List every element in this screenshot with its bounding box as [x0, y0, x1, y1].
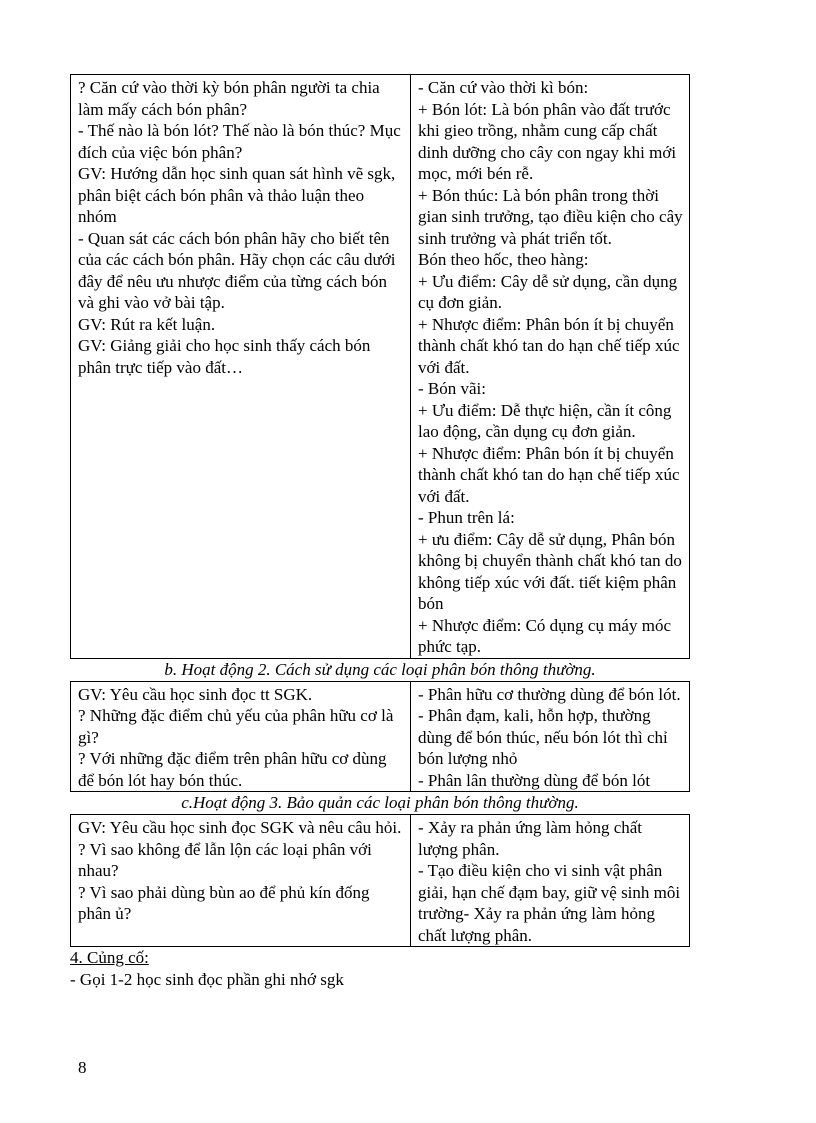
- consolidation-heading: 4. Củng cố:: [70, 948, 149, 967]
- paragraph: + Nhược điểm: Phân bón ít bị chuyển thành chất khó tan do hạn chế tiếp xúc với đất.: [418, 314, 680, 377]
- paragraph: GV: Giảng giải cho học sinh thấy cách bón phân trực tiếp vào đất…: [78, 336, 371, 377]
- table-section-b: [70, 681, 690, 793]
- paragraph: + Ưu điểm: Cây dễ sử dụng, cần dụng cụ đơn giản.: [418, 271, 678, 312]
- table-row: [71, 815, 690, 947]
- teacher-activities-cell: [71, 815, 411, 947]
- table-row: [71, 681, 690, 792]
- paragraph: Bón theo hốc, theo hàng:: [418, 250, 589, 269]
- table-section-c: [70, 814, 690, 947]
- paragraph: ? Với những đặc điểm trên phân hữu cơ dùng để bón lót hay bón thúc.: [78, 749, 387, 790]
- paragraph: ? Những đặc điểm chủ yếu của phân hữu cơ là gì?: [78, 706, 394, 747]
- paragraph: - Phân lân thường dùng để bón lót: [418, 770, 651, 790]
- teacher-activities-cell: [71, 75, 411, 659]
- content-cell: [411, 681, 690, 792]
- paragraph: GV: Yêu cầu học sinh đọc SGK và nêu câu hỏi.: [78, 818, 402, 837]
- paragraph: + ưu điểm: Cây dễ sử dụng, Phân bón không bị chuyển thành chất khó tan do không tiếp xúc với đất. tiết kiệm phân bón: [418, 529, 682, 613]
- table-row: [71, 75, 690, 659]
- paragraph: - Thế nào là bón lót? Thế nào là bón thúc? Mục đích của việc bón phân?: [78, 121, 401, 162]
- paragraph: - Tạo điều kiện cho vi sinh vật phân giải, hạn chế đạm bay, giữ vệ sinh môi trường- Xảy ra phản ứng làm hỏng chất lượng phân.: [418, 861, 681, 945]
- activity-2-caption: b. Hoạt động 2. Cách sử dụng các loại phân bón thông thường.: [164, 659, 596, 679]
- paragraph: - Phân đạm, kali, hỗn hợp, thường dùng để bón thúc, nếu bón lót thì chỉ bón lượng nhỏ: [418, 706, 668, 768]
- teacher-activities-cell: [71, 681, 411, 792]
- paragraph: + Bón thúc: Là bón phân trong thời gian sinh trưởng, tạo điều kiện cho cây sinh trưởng và phát triển tốt.: [418, 185, 683, 248]
- paragraph: + Bón lót: Là bón phân vào đất trước khi gieo trồng, nhằm cung cấp chất dinh dưỡng cho cây con ngay khi mới mọc, mới bén rễ.: [418, 99, 677, 183]
- document-page: [70, 74, 690, 990]
- paragraph: ? Căn cứ vào thời kỳ bón phân người ta chia làm mấy cách bón phân?: [78, 78, 380, 119]
- paragraph: + Ưu điểm: Dễ thực hiện, cần ít công lao động, cần dụng cụ đơn giản.: [418, 400, 672, 441]
- paragraph: GV: Rút ra kết luận.: [78, 314, 216, 334]
- paragraph: GV: Yêu cầu học sinh đọc tt SGK.: [78, 684, 313, 704]
- consolidation-line: - Gọi 1-2 học sinh đọc phần ghi nhớ sgk: [70, 969, 344, 989]
- activity-3-caption: c.Hoạt động 3. Bảo quản các loại phân bón thông thường.: [181, 793, 579, 812]
- paragraph: + Nhược điểm: Có dụng cụ máy móc phức tạp.: [418, 615, 671, 656]
- content-cell: [411, 815, 690, 947]
- paragraph: - Bón vãi:: [418, 379, 486, 398]
- table-section-a: [70, 74, 690, 659]
- paragraph: - Xảy ra phản ứng làm hỏng chất lượng phân.: [418, 818, 643, 859]
- paragraph: ? Vì sao phải dùng bùn ao để phủ kín đống phân ủ?: [78, 882, 370, 923]
- paragraph: ? Vì sao không để lẫn lộn các loại phân với nhau?: [78, 839, 372, 880]
- consolidation-section: [70, 947, 690, 990]
- paragraph: - Phân hữu cơ thường dùng để bón lót.: [418, 684, 681, 704]
- paragraph: - Phun trên lá:: [418, 508, 515, 527]
- paragraph: + Nhược điểm: Phân bón ít bị chuyển thành chất khó tan do hạn chế tiếp xúc với đất.: [418, 443, 680, 506]
- page-number: 8: [78, 1058, 87, 1077]
- content-cell: [411, 75, 690, 659]
- paragraph: GV: Hướng dẫn học sinh quan sát hình vẽ sgk, phân biệt cách bón phân và thảo luận theo nhóm: [78, 164, 396, 226]
- paragraph: - Quan sát các cách bón phân hãy cho biết tên của các cách bón phân. Hãy chọn các câu dưới đây để nêu ưu nhược điểm của từng cách bón và ghi vào vở bài tập.: [78, 228, 396, 312]
- paragraph: - Căn cứ vào thời kì bón:: [418, 78, 589, 97]
